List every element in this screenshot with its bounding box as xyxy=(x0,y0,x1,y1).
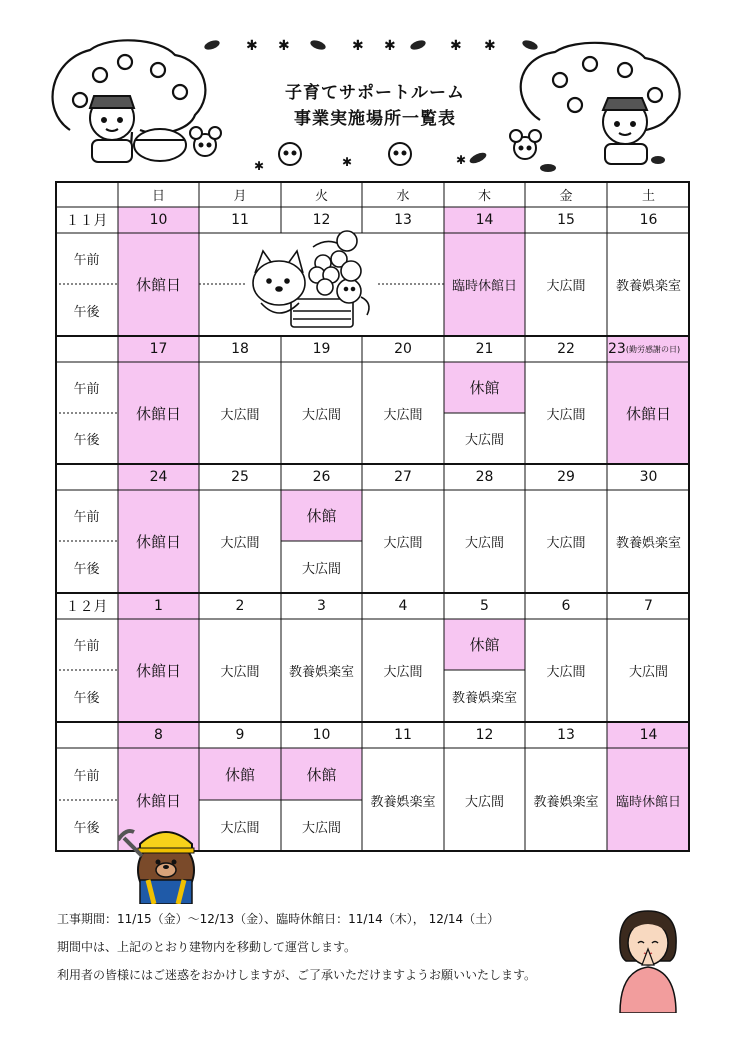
date-cell: 21 xyxy=(475,341,494,357)
date-cell: 27 xyxy=(394,469,412,485)
date-cell: 12 xyxy=(312,212,331,228)
date-cell: 13 xyxy=(394,212,412,228)
schedule-entry: 大広間 xyxy=(220,820,260,836)
date-cell: 3 xyxy=(317,598,326,614)
page-subtitle: 事業実施場所一覧表 xyxy=(294,109,456,129)
schedule-entry: 教養娯楽室 xyxy=(451,690,517,706)
svg-text:✱: ✱ xyxy=(384,38,396,54)
page-title: 子育てサポートルーム xyxy=(285,83,465,103)
period-pm: 午後 xyxy=(73,561,100,577)
closed-day: 休館日 xyxy=(118,748,199,852)
date-cell: 29 xyxy=(557,469,575,485)
month-label-nov: １１月 xyxy=(65,213,108,229)
schedule-entry: 大広間 xyxy=(546,536,586,551)
closed-day: 休館日 xyxy=(118,362,199,464)
date-cell: 15 xyxy=(557,212,575,228)
date-cell: 17 xyxy=(118,336,199,362)
temp-closed-day: 臨時休館日 xyxy=(444,233,525,336)
date-cell: 14 xyxy=(607,722,690,748)
schedule-entry: 教養娯楽室 xyxy=(370,794,436,810)
period-pm: 午後 xyxy=(73,433,100,448)
date-cell: 19 xyxy=(312,341,331,357)
date-cell: 8 xyxy=(118,722,199,748)
date-cell: 13 xyxy=(557,727,575,743)
date-cell: 20 xyxy=(394,341,412,357)
closed-day: 休館日 xyxy=(118,619,199,722)
schedule-entry: 大広間 xyxy=(220,536,260,551)
period-am: 午前 xyxy=(73,510,100,525)
date-cell: 11 xyxy=(394,727,412,743)
schedule-entry: 大広間 xyxy=(383,536,423,551)
weekday-sun: 日 xyxy=(151,188,165,204)
schedule-entry: 大広間 xyxy=(546,279,586,294)
schedule-entry: 大広間 xyxy=(464,536,504,551)
svg-text:✱: ✱ xyxy=(342,155,353,169)
date-cell: 30 xyxy=(639,469,658,485)
weekday-thu: 木 xyxy=(477,188,491,204)
relocation-note: 期間中は、上記のとおり建物内を移動して運営します。 xyxy=(57,940,357,954)
period-am: 午前 xyxy=(73,639,100,654)
schedule-entry: 大広間 xyxy=(383,407,423,423)
date-cell: 11 xyxy=(231,212,249,228)
date-cell: 24 xyxy=(118,464,199,490)
period-am: 午前 xyxy=(73,768,100,784)
svg-text:✱: ✱ xyxy=(456,153,467,167)
closed-day: 休館日 xyxy=(607,362,690,464)
schedule-entry: 教養娯楽室 xyxy=(615,279,681,294)
date-number: 23 xyxy=(608,341,626,357)
half-closed-am: 休館 xyxy=(281,490,362,541)
schedule-entry: 教養娯楽室 xyxy=(615,536,681,551)
date-cell: 7 xyxy=(644,598,653,614)
star-row-icon xyxy=(246,38,496,54)
date-cell: 18 xyxy=(231,341,249,357)
schedule-entry: 大広間 xyxy=(464,794,504,810)
svg-text:✱: ✱ xyxy=(450,38,462,54)
schedule-entry: 大広間 xyxy=(464,433,504,448)
schedule-entry: 大広間 xyxy=(546,665,586,680)
apology-note: 利用者の皆様にはご迷惑をおかけしますが、ご了承いただけますようお願いいたします。 xyxy=(57,968,537,982)
date-cell: 6 xyxy=(561,598,571,614)
schedule-entry: 大広間 xyxy=(383,665,423,680)
weekday-fri: 金 xyxy=(559,188,573,204)
date-cell: 9 xyxy=(235,727,245,743)
date-cell: 4 xyxy=(398,598,408,614)
date-cell: 28 xyxy=(475,469,494,485)
svg-text:✱: ✱ xyxy=(254,159,265,173)
date-cell: 10 xyxy=(118,207,199,233)
date-cell: 5 xyxy=(480,598,489,614)
schedule-entry: 大広間 xyxy=(220,407,260,423)
schedule-entry: 大広間 xyxy=(220,665,260,680)
half-closed-am: 休館 xyxy=(199,748,281,800)
svg-text:✱: ✱ xyxy=(246,38,258,54)
schedule-entry: 教養娯楽室 xyxy=(288,665,354,680)
period-pm: 午後 xyxy=(73,690,100,706)
half-closed-am: 休館 xyxy=(281,748,362,800)
date-cell: 2 xyxy=(235,598,245,614)
date-cell: 25 xyxy=(231,469,249,485)
construction-mole-icon xyxy=(118,818,204,904)
date-cell: 1 xyxy=(118,593,199,619)
right-mouse-icon xyxy=(510,130,541,159)
weekday-wed: 水 xyxy=(396,188,410,204)
closed-day: 休館日 xyxy=(118,490,199,593)
holiday-note: (勤労感謝の日) xyxy=(625,344,681,354)
svg-text:✱: ✱ xyxy=(352,38,364,54)
period-pm: 午後 xyxy=(73,820,100,836)
half-closed-am: 休館 xyxy=(444,362,525,413)
left-mouse-icon xyxy=(190,127,221,156)
period-am: 午前 xyxy=(73,382,100,397)
temp-closed-day: 臨時休館日 xyxy=(607,748,690,852)
date-cell: 12 xyxy=(475,727,494,743)
date-cell: 14 xyxy=(444,207,525,233)
svg-text:✱: ✱ xyxy=(484,38,496,54)
schedule-entry: 教養娯楽室 xyxy=(533,794,599,810)
calendar-grid xyxy=(55,181,690,852)
schedule-entry: 大広間 xyxy=(301,820,341,836)
closed-day: 休館日 xyxy=(118,233,199,336)
date-cell: 26 xyxy=(312,469,331,485)
date-cell: 16 xyxy=(639,212,658,228)
bowing-woman-icon xyxy=(610,905,686,1013)
schedule-entry: 大広間 xyxy=(301,407,341,423)
construction-period-note: 工事期間：11/15（金）～12/13（金）、臨時休館日：11/14（木）， 12/14（土） xyxy=(57,912,500,926)
weekday-tue: 火 xyxy=(314,188,328,204)
period-pm: 午後 xyxy=(73,304,100,320)
weekday-mon: 月 xyxy=(233,188,247,204)
month-label-dec: １２月 xyxy=(65,599,108,615)
half-closed-am: 休館 xyxy=(444,619,525,670)
period-am: 午前 xyxy=(73,253,100,268)
date-cell: 10 xyxy=(312,727,331,743)
svg-text:✱: ✱ xyxy=(278,38,290,54)
date-cell: 22 xyxy=(557,341,575,357)
schedule-entry: 大広間 xyxy=(301,561,341,577)
schedule-entry: 大広間 xyxy=(628,665,668,680)
schedule-entry: 大広間 xyxy=(546,407,586,423)
weekday-sat: 土 xyxy=(641,188,655,204)
cat-grapes-illustration-icon xyxy=(253,231,369,327)
